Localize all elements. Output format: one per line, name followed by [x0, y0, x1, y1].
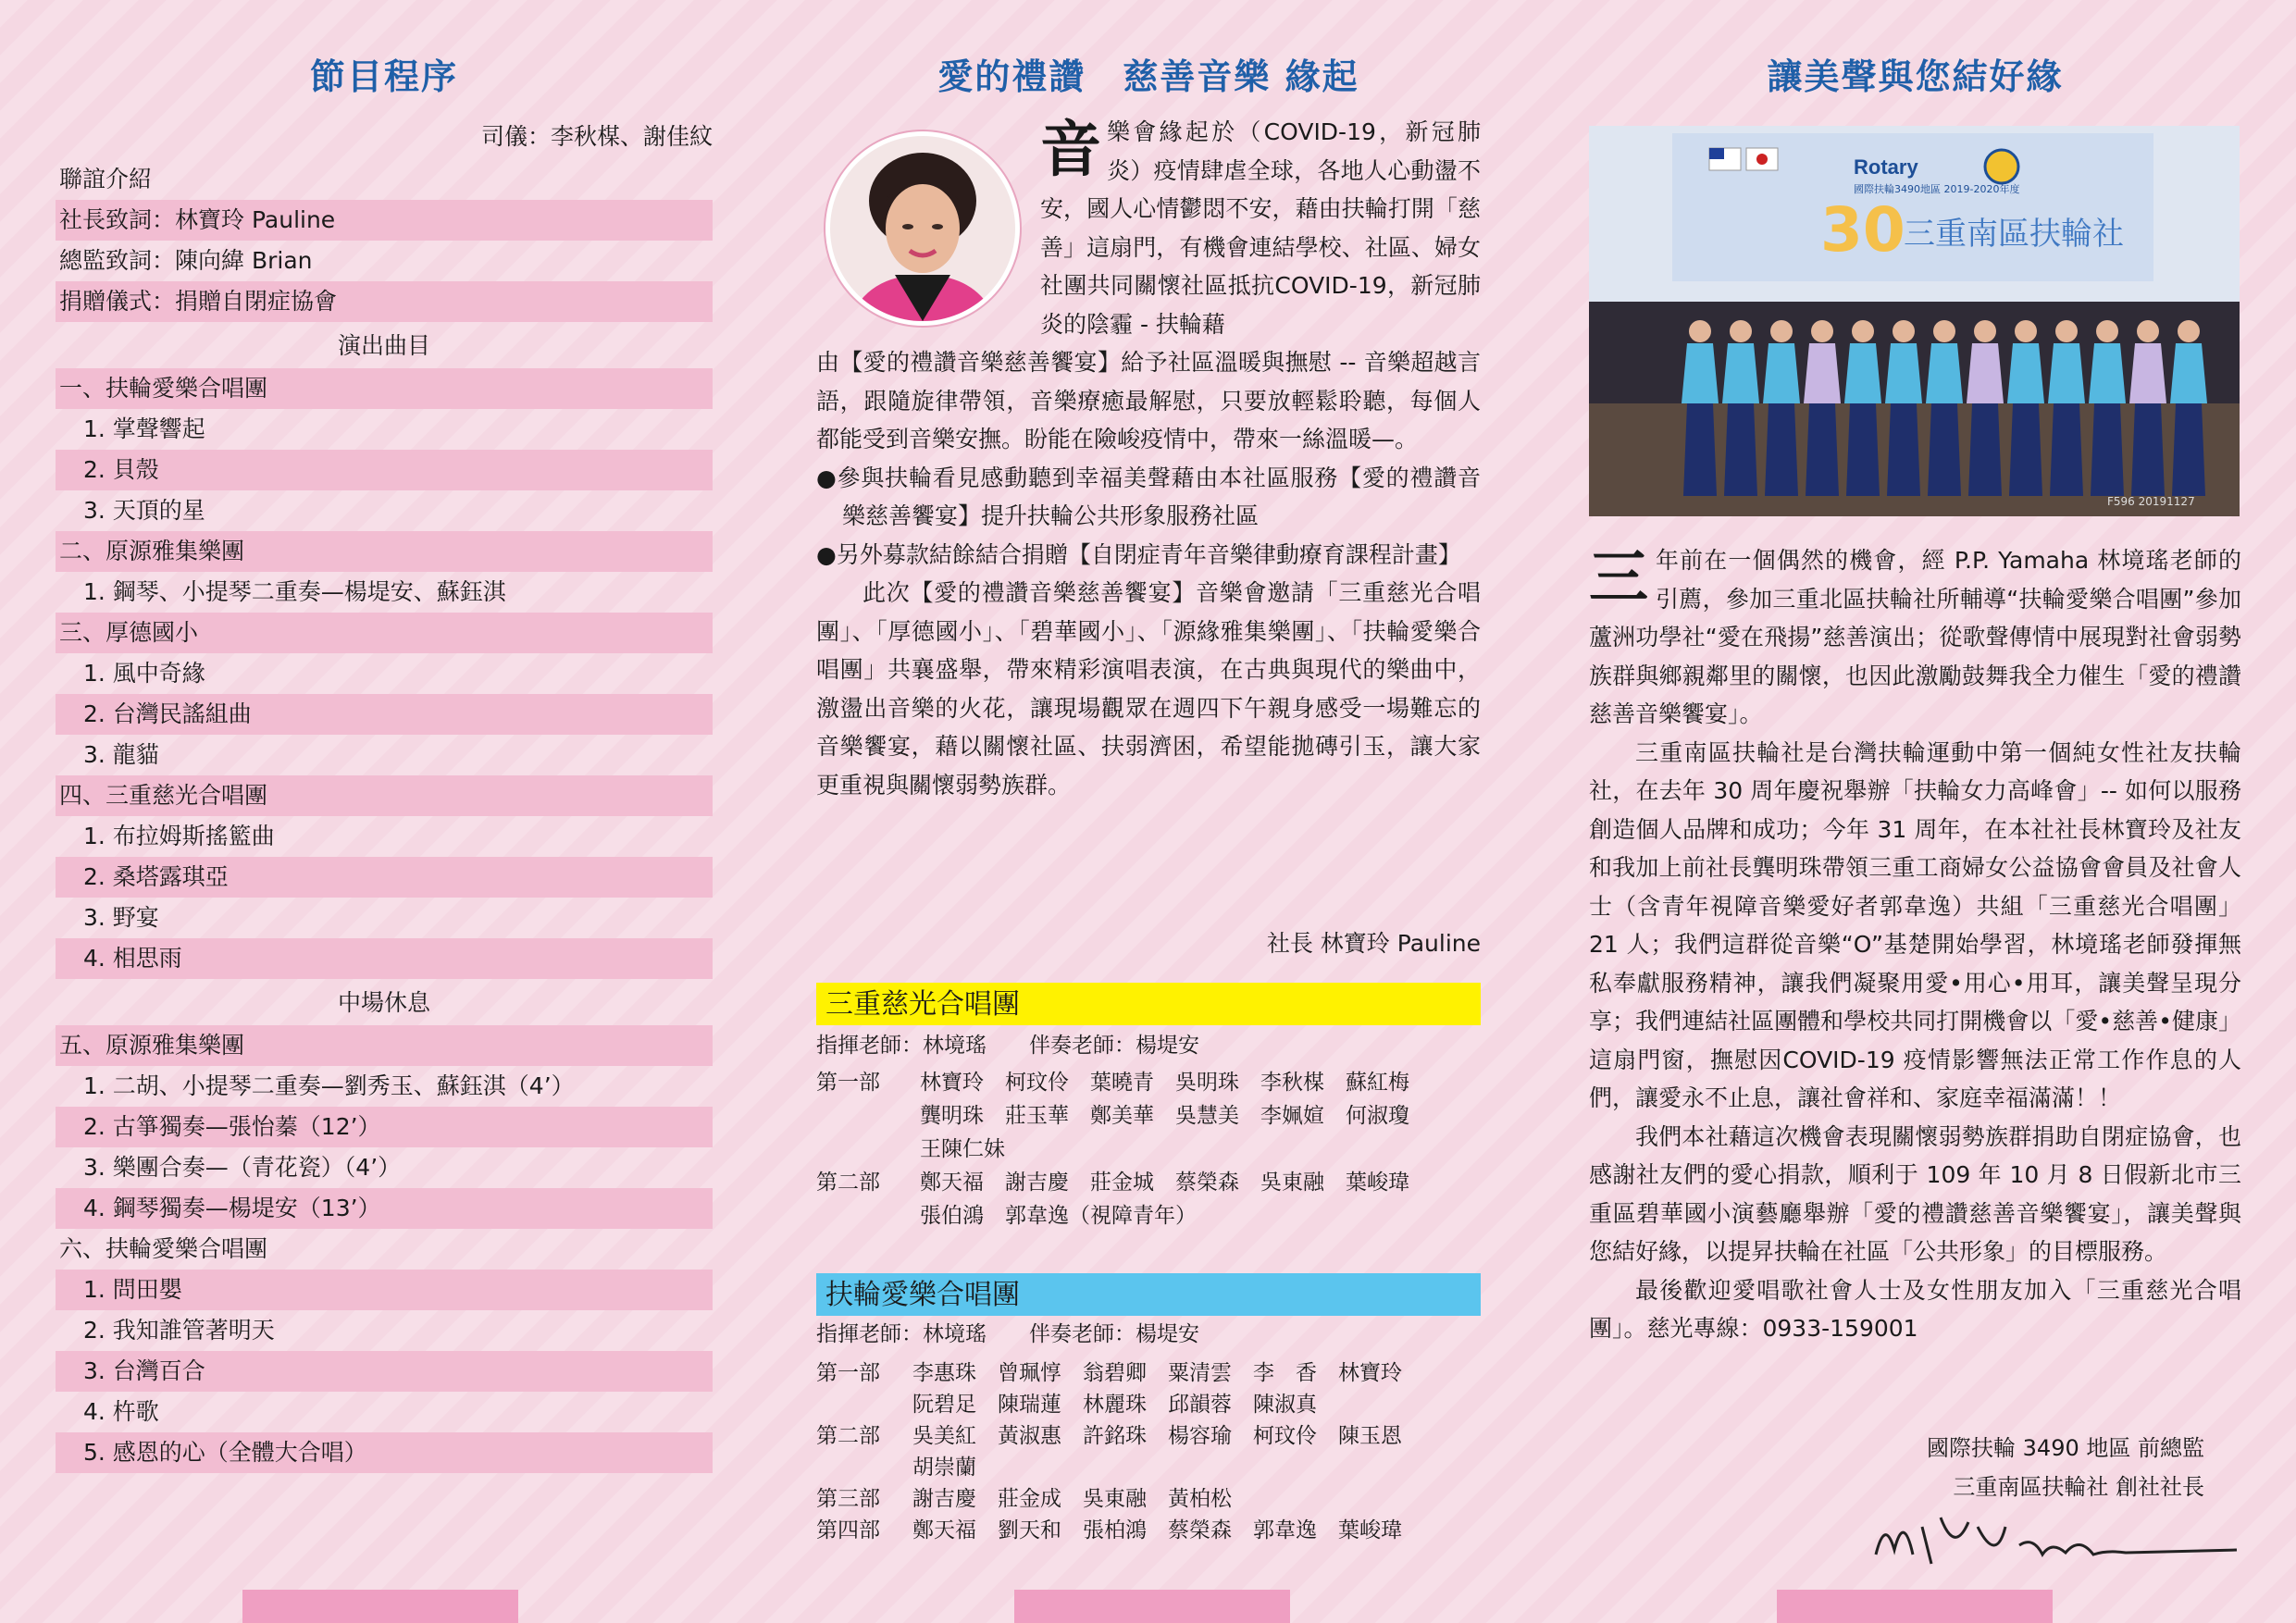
singer-cape — [2170, 343, 2207, 403]
singer-head — [1730, 320, 1752, 342]
singer-head — [2137, 320, 2159, 342]
member-names: 阮碧足 陳瑞蓮 林麗珠 邱韻蓉 陳淑真 — [912, 1393, 1317, 1417]
origin-title: 愛的禮讚 慈善音樂 緣起 — [937, 56, 1359, 97]
program-item: 1. 鋼琴、小提琴二重奏—楊堤安、蘇鈺淇 — [83, 578, 506, 605]
story-dropcap: 三 — [1589, 543, 1648, 613]
story-paragraph-1: 三年前在一個偶然的機會，經 P.P. Yamaha 林境瑤老師的引薦，參加三重北區扶輪社所輔導“扶輪愛樂合唱團”參加蘆洲功學社“愛在飛揚”慈善演出；從歌聲傳情中展現對社會弱勢族群與鄉親鄰里的關懷，也因此激勵鼓舞我全力催生「愛的禮讚慈善音樂饗宴」。 — [1589, 543, 2241, 727]
program-item: 2. 台灣民謠組曲 — [56, 694, 713, 735]
part-label: 第二部 — [816, 1171, 880, 1195]
singer-cape — [1844, 343, 1881, 403]
program-item: 2. 我知誰管著明天 — [83, 1317, 275, 1344]
intro-continuation: 由【愛的禮讚音樂慈善饗宴】給予社區溫暖與撫慰 -- 音樂超越言語，跟隨旋律帶領，音樂療癒最解慰，只要放輕鬆聆聽，每個人都能受到音樂安撫。盼能在險峻疫情中，帶來一絲溫暖—。 — [816, 349, 1481, 452]
singer-cape — [2007, 343, 2044, 403]
singer-head — [2015, 320, 2037, 342]
singer-head — [1770, 320, 1793, 342]
singer-cape — [1763, 343, 1800, 403]
program-list — [56, 159, 713, 1473]
bullet-1: ●參與扶輪看見感動聽到幸福美聲藉由本社區服務【愛的禮讚音樂慈善饗宴】提升扶輪公共形象服務社區 — [816, 464, 1481, 529]
program-column — [56, 0, 713, 1623]
program-item: 1. 風中奇緣 — [83, 660, 205, 687]
member-names: 林寶玲 柯玟伶 葉曉青 吳明珠 李秋楳 蘇紅梅 — [920, 1071, 1409, 1095]
program-item: 4. 鋼琴獨奏—楊堤安（13’） — [56, 1188, 713, 1229]
singer-head — [2178, 320, 2200, 342]
fold-tab-3 — [1777, 1590, 2053, 1623]
program-title: 節目程序 — [309, 56, 458, 97]
singer-cape — [1926, 343, 1963, 403]
program-item: 3. 野宴 — [83, 904, 159, 931]
president-signature: 社長 林寶玲 Pauline — [1266, 930, 1481, 957]
story-text — [1589, 541, 2241, 1348]
program-item: 總監致詞：陳向緯 Brian — [59, 247, 313, 274]
program-item: 一、扶輪愛樂合唱團 — [56, 368, 713, 409]
singer-head — [1893, 320, 1915, 342]
program-item: 捐贈儀式：捐贈自閉症協會 — [56, 281, 713, 322]
program-item: 3. 天頂的星 — [83, 497, 205, 524]
program-item: 4. 相思雨 — [56, 938, 713, 979]
choir2-heading: 扶輪愛樂合唱團 — [816, 1273, 1481, 1316]
story-paragraph-4: 最後歡迎愛唱歌社會人士及女性朋友加入「三重慈光合唱團」。慈光專線：0933-159001 — [1589, 1276, 2241, 1342]
member-names: 鄭天福 劉天和 張柏鴻 蔡榮森 郭韋逸 葉峻瑋 — [912, 1518, 1402, 1542]
program-item: 1. 二胡、小提琴二重奏—劉秀玉、蘇鈺淇（4’） — [83, 1072, 575, 1099]
part-label: 第三部 — [816, 1487, 880, 1511]
choir-photo — [1589, 126, 2240, 516]
program-item: 1. 掌聲響起 — [83, 415, 205, 442]
choir1-heading: 三重慈光合唱團 — [816, 983, 1481, 1025]
program-item: 2. 貝殼 — [56, 450, 713, 490]
member-names: 吳美紅 黃淑惠 許銘珠 楊容瑜 柯玟伶 陳玉恩 — [912, 1424, 1402, 1448]
intro-dropcap: 音 — [1040, 113, 1101, 185]
member-names: 張伯鴻 郭韋逸（視障青年） — [920, 1204, 1197, 1228]
photo-district-text: 國際扶輪3490地區 2019-2020年度 — [1854, 183, 2020, 195]
program-item: 五、原源雅集樂團 — [56, 1025, 713, 1066]
singer-head — [1933, 320, 1955, 342]
program-item: 六、扶輪愛樂合唱團 — [59, 1235, 268, 1262]
program-item: 3. 台灣百合 — [56, 1351, 713, 1392]
part-label: 第二部 — [816, 1424, 880, 1448]
singer-head — [1811, 320, 1833, 342]
intro-paragraph: 音樂會緣起於（COVID-19，新冠肺炎）疫情肆虐全球，各地人心動盪不安，國人心情鬱悶不安，藉由扶輪打開「慈善」這扇門，有機會連結學校、社區、婦女社團共同關懷社區抵抗COVID-19，新冠肺炎的陰霾 - 扶輪藉 — [1040, 113, 1481, 338]
member-names: 王陳仁妹 — [920, 1137, 1005, 1161]
singer-head — [1852, 320, 1874, 342]
singer-cape — [2129, 343, 2166, 403]
story-paragraph-3: 我們本社藉這次機會表現關懷弱勢族群捐助自閉症協會，也感謝社友們的愛心捐款，順利于 109 年 10 月 8 日假新北市三重區碧華國小演藝廳舉辦「愛的禮讚慈善音樂饗宴」，讓美聲與您結好緣，以提昇扶輪在社區「公共形象」的目標服務。 — [1589, 1122, 2241, 1265]
singer-head — [2055, 320, 2078, 342]
program-item: 5. 感恩的心（全體大合唱） — [56, 1432, 713, 1473]
singer-cape — [1722, 343, 1759, 403]
origin-column — [816, 0, 1481, 1623]
member-names: 李惠珠 曾珮惇 翁碧卿 粟清雲 李 香 林寶玲 — [912, 1361, 1402, 1385]
story-paragraph-2: 三重南區扶輪社是台灣扶輪運動中第一個純女性社友扶輪社，在去年 30 周年慶祝舉辦「扶輪女力高峰會」-- 如何以服務創造個人品牌和成功；今年 31 周年，在本社社長林寶玲及社友和我加上前社長龔明珠帶領三重工商婦女公益協會會員及社會人士（含青年視障音樂愛好者郭韋逸）共組「三重慈光合唱團」21 人；我們這群從音樂“O”基楚開始學習，林境瑤老師發揮無私奉獻服務精神，讓我們凝聚用愛•用心•用耳，讓美聲呈現分享；我們連結社區團體和學校共同打開機會以「愛•慈善•健康」這扇門窗，撫慰因COVID-19 疫情影響無法正常工作作息的人們，讓愛永不止息，讓社會祥和、家庭幸福滿滿！！ — [1589, 738, 2241, 1111]
program-item: 演出曲目 — [337, 332, 430, 359]
origin-body — [816, 343, 1481, 804]
singer-head — [1689, 320, 1711, 342]
story-title: 讓美聲與您結好緣 — [1767, 56, 2064, 97]
program-item: 2. 古箏獨奏—張怡蓁（12’） — [56, 1107, 713, 1147]
program-item: 四、三重慈光合唱團 — [56, 775, 713, 816]
program-item: 3. 樂團合奏—（青花瓷）（4’） — [83, 1154, 402, 1181]
president-portrait — [825, 131, 1020, 326]
singer-head — [2096, 320, 2118, 342]
singer-cape — [2048, 343, 2085, 403]
photo-caption: F596 20191127 — [2107, 495, 2195, 508]
singer-cape — [1804, 343, 1841, 403]
singer-cape — [1682, 343, 1719, 403]
program-item: 中場休息 — [337, 989, 430, 1016]
singer-cape — [1885, 343, 1922, 403]
origin-paragraph: 此次【愛的禮讚音樂慈善饗宴】音樂會邀請「三重慈光合唱團」、「厚德國小」、「碧華國小」、「源緣雅集樂團」、「扶輪愛樂合唱團」共襄盛舉，帶來精彩演唱表演，在古典與現代的樂曲中，激盪出音樂的火花，讓現場觀眾在週四下午親身感受一場難忘的音樂饗宴，藉以關懷社區、扶弱濟困，希望能拋磚引玉，讓大家更重視與關懷弱勢族群。 — [816, 579, 1481, 799]
program-item: 3. 龍貓 — [83, 741, 159, 768]
member-names: 謝吉慶 莊金成 吳東融 黃柏松 — [912, 1487, 1232, 1511]
photo-banner-text: 三重南區扶輪社 — [1904, 216, 2124, 253]
singer-cape — [1967, 343, 2004, 403]
part-label: 第一部 — [816, 1361, 880, 1385]
handwritten-signature — [1867, 1499, 2241, 1573]
choir2-conductor: 指揮老師：林境瑤 伴奏老師：楊堤安 — [816, 1322, 1199, 1346]
part-label: 第四部 — [816, 1518, 880, 1542]
singer-head — [1974, 320, 1996, 342]
member-names: 龔明珠 莊玉華 鄭美華 吳慧美 李姵媗 何淑瓊 — [920, 1104, 1409, 1128]
program-item: 4. 杵歌 — [83, 1398, 159, 1425]
member-names: 胡崇蘭 — [912, 1456, 976, 1480]
bullet-2: ●另外募款結餘結合捐贈【自閉症青年音樂律動療育課程計畫】 — [816, 540, 1461, 568]
program-item: 1. 布拉姆斯搖籃曲 — [83, 823, 275, 849]
program-item: 社長致詞：林寶玲 Pauline — [56, 200, 713, 241]
program-item: 二、原源雅集樂團 — [56, 531, 713, 572]
program-item: 聯誼介紹 — [59, 166, 153, 192]
fold-tab-2 — [1014, 1590, 1290, 1623]
story-column — [1589, 0, 2241, 1623]
signature-title-2: 三重南區扶輪社 創社社長 — [1953, 1474, 2204, 1500]
member-names: 鄭天福 謝吉慶 莊金城 蔡榮森 吳東融 葉峻瑋 — [920, 1171, 1409, 1195]
program-item: 2. 桑塔露琪亞 — [56, 857, 713, 898]
choir1-conductor: 指揮老師：林境瑤 伴奏老師：楊堤安 — [816, 1034, 1199, 1058]
mc-line: 司儀：李秋楳、謝佳紋 — [480, 123, 713, 150]
fold-tab-1 — [242, 1590, 518, 1623]
program-item: 三、厚德國小 — [56, 613, 713, 653]
part-label: 第一部 — [816, 1071, 880, 1095]
program-item: 1. 問田嬰 — [56, 1270, 713, 1310]
photo-number-text: 30 — [1820, 194, 1905, 266]
singer-cape — [2089, 343, 2126, 403]
photo-rotary-text: Rotary — [1854, 155, 1918, 179]
signature-title-1: 國際扶輪 3490 地區 前總監 — [1927, 1435, 2204, 1461]
